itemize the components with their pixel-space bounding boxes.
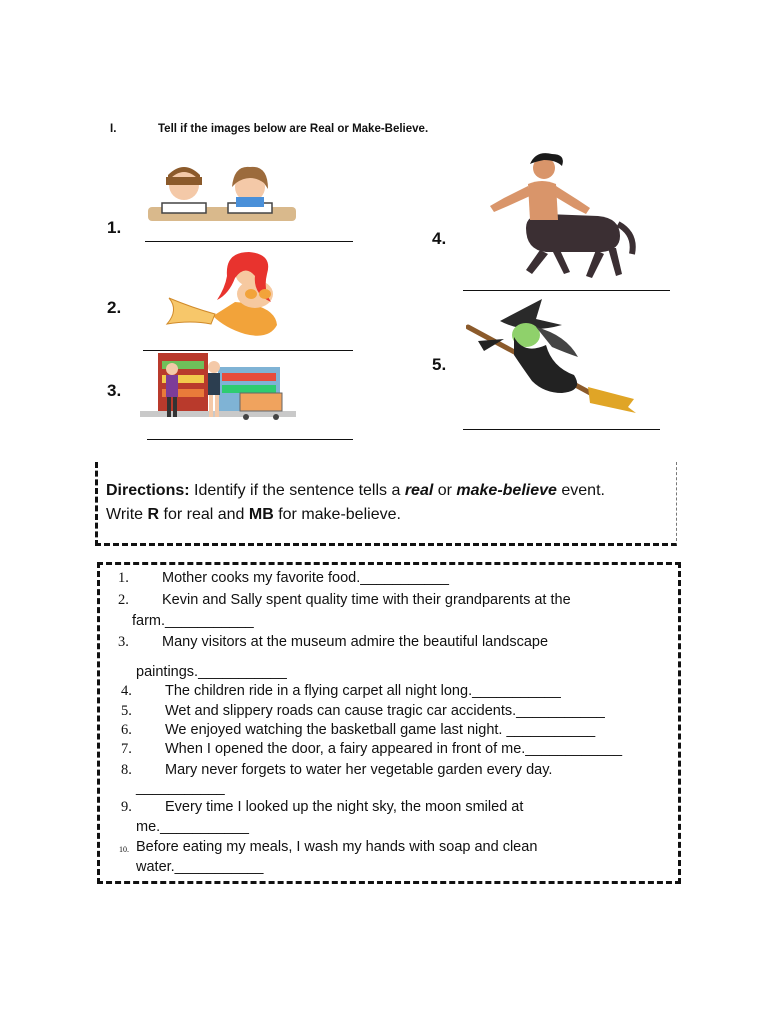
sentence-continuation: ___________ — [136, 780, 225, 796]
sentence-number: 9. — [121, 799, 132, 815]
instruction-heading — [110, 123, 428, 135]
sentence-text: Kevin and Sally spent quality time with their grandparents at the — [162, 592, 571, 608]
sentence-number: 1. — [118, 570, 129, 586]
item-number-5: 5. — [432, 355, 447, 374]
directions-text-part: Write — [106, 506, 148, 523]
answer-line-5[interactable] — [463, 429, 660, 430]
directions-box — [95, 462, 677, 546]
item-number-2: 2. — [107, 298, 122, 317]
sentence-number: 5. — [121, 703, 132, 719]
item-number-3: 3. — [107, 381, 122, 400]
sentence-continuation: me.___________ — [136, 819, 249, 835]
answer-line-3[interactable] — [147, 439, 353, 440]
sentence-number: 3. — [118, 634, 129, 650]
sentence-number: 6. — [121, 722, 132, 738]
sentence-number: 2. — [118, 592, 129, 608]
directions-text-part: Identify if the sentence tells a — [189, 482, 405, 499]
witch-on-broom-icon — [466, 295, 638, 421]
sentence-number: 8. — [121, 762, 132, 778]
keyword-mb: MB — [248, 506, 274, 523]
sentence-continuation: water.___________ — [136, 859, 264, 875]
sentence-text: We enjoyed watching the basketball game last night. ___________ — [165, 722, 596, 738]
item-number-1: 1. — [107, 218, 122, 237]
sentence-number: 4. — [121, 683, 132, 699]
directions-text-part: event. — [556, 482, 605, 499]
keyword-make-believe: make-believe — [456, 482, 557, 499]
directions-line-2 — [106, 503, 676, 527]
sentence-continuation: paintings.___________ — [136, 664, 287, 680]
directions-label: Directions: — [106, 482, 190, 499]
sentence-text: Every time I looked up the night sky, the moon smiled at — [165, 799, 524, 815]
sentence-number: 10. — [119, 845, 129, 854]
item-number-4: 4. — [432, 229, 447, 248]
mermaid-icon — [165, 250, 297, 340]
sentence-text: Wet and slippery roads can cause tragic car accidents.___________ — [165, 703, 605, 719]
sentence-text: The children ride in a flying carpet all night long.___________ — [165, 683, 561, 699]
directions-text-part: or — [433, 482, 457, 499]
supermarket-shoppers-icon — [140, 353, 296, 425]
directions-line-1 — [106, 479, 676, 503]
answer-line-1[interactable] — [145, 241, 353, 242]
instruction-text: Tell if the images below are Real or Make-Believe. — [158, 123, 429, 135]
directions-text-part: for real and — [159, 506, 249, 523]
answer-line-4[interactable] — [463, 290, 670, 291]
directions-text-part: for make-believe. — [273, 506, 401, 523]
keyword-real: real — [404, 482, 434, 499]
children-reading-icon — [148, 163, 296, 225]
sentence-text: Mother cooks my favorite food.___________ — [162, 570, 449, 586]
sentence-continuation: farm.___________ — [132, 613, 254, 629]
roman-numeral: I. — [110, 123, 117, 135]
sentence-text: Many visitors at the museum admire the beautiful landscape — [162, 634, 549, 650]
sentence-text: When I opened the door, a fairy appeared in front of me.____________ — [165, 741, 623, 757]
sentence-number: 7. — [121, 741, 132, 757]
keyword-r: R — [147, 506, 160, 523]
directions-text — [106, 479, 676, 527]
sentence-text: Before eating my meals, I wash my hands with soap and clean — [136, 839, 538, 855]
centaur-icon — [486, 150, 638, 282]
sentence-text: Mary never forgets to water her vegetable garden every day. — [165, 762, 553, 778]
answer-line-2[interactable] — [143, 350, 353, 351]
